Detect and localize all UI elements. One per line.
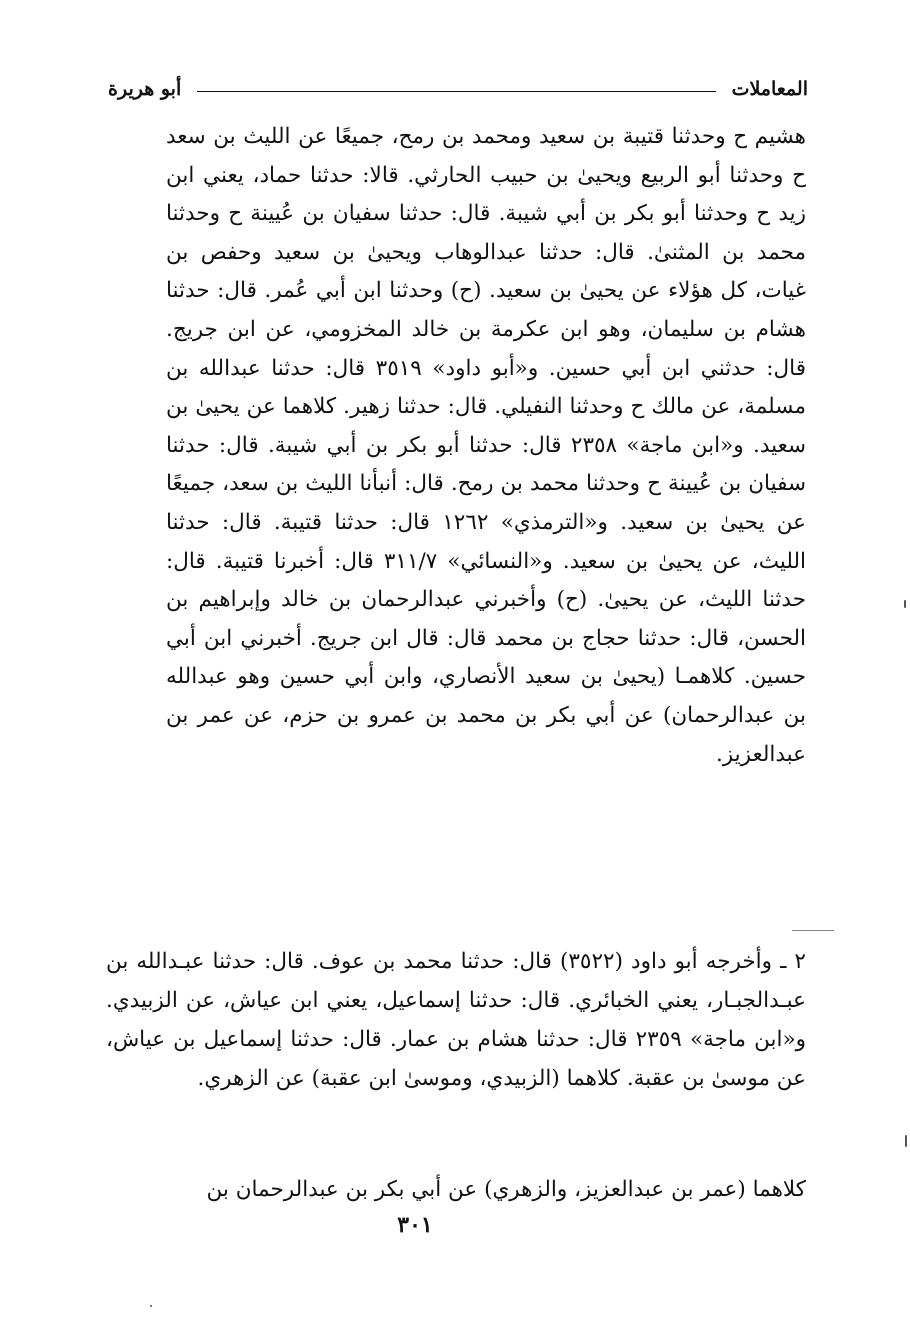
scan-speck (150, 1305, 152, 1307)
main-text-block (166, 118, 806, 774)
chapter-title: المعاملات (731, 78, 808, 100)
running-header (108, 74, 808, 104)
section-title: أبو هريرة (108, 78, 182, 100)
header-rule (197, 91, 715, 92)
hadith-2-block (106, 942, 806, 1098)
main-paragraph: هشيم ح وحدثنا قتيبة بن سعيد ومحمد بن رمح، جميعًا عن الليث بن سعد ح وحدثنا أبو الربيع ويحيىٰ بن حبيب الحارثي. قالا: حدثنا حماد، يعني ابن زيد ح وحدثنا أبو بكر بن أبي شيبة. قال: حدثنا سفيان بن عُيينة ح وحدثنا محمد بن المثنىٰ. قال: حدثنا عبدالوهاب ويحيىٰ بن سعيد وحفص بن غيات، كل هؤلاء عن يحيىٰ بن سعيد. (ح) وحدثنا ابن أبي عُمر. قال: حدثنا هشام بن سليمان، وهو ابن عكرمة بن خالد المخزومي، عن ابن جريج. قال: حدثني ابن أبي حسين. و«أبو داود» ٣٥١٩ قال: حدثنا عبدالله بن مسلمة، عن مالك ح وحدثنا النفيلي. قال: حدثنا زهير. كلاهما عن يحيىٰ بن سعيد. و«ابن ماجة» ٢٣٥٨ قال: حدثنا أبو بكر بن أبي شيبة. قال: حدثنا سفيان بن عُيينة ح وحدثنا محمد بن رمح. قال: أنبأنا الليث بن سعد، جميعًا عن يحيىٰ بن سعيد. و«الترمذي» ١٢٦٢ قال: حدثنا قتيبة. قال: حدثنا الليث، عن يحيىٰ بن سعيد. و«النسائي» ٣١١/٧ قال: أخبرنا قتيبة. قال: حدثنا الليث، عن يحيىٰ. (ح) وأخبرني عبدالرحمان بن خالد وإبراهيم بن الحسن، قال: حدثنا حجاج بن محمد قال: قال ابن جريج. أخبرني ابن أبي حسين. كلاهمـا (يحيىٰ بن سعيد الأنصاري، وابن أبي حسين وهو عبدالله بن عبدالرحمان) عن أبي بكر بن محمد بن عمرو بن حزم، عن عمر بن عبدالعزيز. (166, 124, 807, 767)
page-number: ٣٠١ (397, 1212, 433, 1238)
scan-speck (904, 600, 906, 608)
closing-line: كلاهما (عمر بن عبدالعزيز، والزهري) عن أبي بكر بن عبدالرحمان بن (206, 1177, 806, 1202)
separator-rule (792, 930, 834, 931)
hadith-2-paragraph: ٢ ـ وأخرجه أبو داود (٣٥٢٢) قال: حدثنا محمد بن عوف. قال: حدثنا عبـدالله بن عبـدالجبـار، يعني الخبائري. قال: حدثنا إسماعيل، يعني ابن عياش، عن الزبيدي. و«ابن ماجة» ٢٣٥٩ قال: حدثنا هشام بن عمار. قال: حدثنا إسماعيل بن عياش، عن موسىٰ بن عقبة. كلاهما (الزبيدي، وموسىٰ ابن عقبة) عن الزهري. (106, 949, 806, 1091)
scan-speck (905, 1135, 907, 1147)
